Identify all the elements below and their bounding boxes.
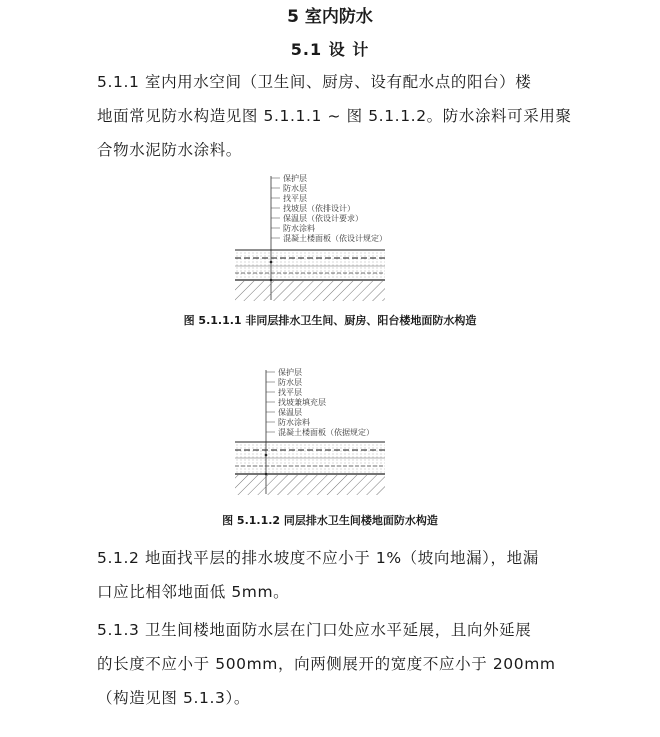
- section-title: 5.1 设 计: [290, 40, 370, 59]
- figure-2-label-4: 找坡兼填充层: [278, 398, 326, 407]
- figure-2-label-5: 保温层: [278, 408, 302, 417]
- para-5-1-1-line-2: 地面常见防水构造见图 5.1.1.1 ~ 图 5.1.1.2。防水涂料可采用聚: [97, 107, 572, 125]
- para-5-1-3-line-3: （构造见图 5.1.3）。: [97, 689, 250, 707]
- para-5-1-2-line-1: 5.1.2 地面找平层的排水坡度不应小于 1%（坡向地漏），地漏: [97, 549, 539, 567]
- figure-2-label-2: 防水层: [278, 378, 302, 387]
- para-5-1-1-line-3: 合物水泥防水涂料。: [97, 141, 242, 159]
- para-5-1-1-line-1: 5.1.1 室内用水空间（卫生间、厨房、设有配水点的阳台）楼: [97, 73, 532, 91]
- figure-1-label-6: 防水涂料: [283, 224, 315, 233]
- figure-1-label-3: 找平层: [283, 194, 307, 203]
- para-5-1-3-line-2: 的长度不应小于 500mm，向两侧展开的宽度不应小于 200mm: [97, 655, 556, 673]
- para-5-1-3-line-1: 5.1.3 卫生间楼地面防水层在门口处应水平延展，且向外延展: [97, 621, 532, 639]
- figure-2-label-3: 找平层: [278, 388, 302, 397]
- figure-2-caption: 图 5.1.1.2 同层排水卫生间楼地面防水构造: [222, 514, 438, 527]
- figure-2-label-1: 保护层: [278, 368, 302, 377]
- figure-1-diagram: [235, 173, 387, 301]
- figure-2-diagram: [235, 367, 385, 495]
- para-5-1-2-line-2: 口应比相邻地面低 5mm。: [97, 583, 290, 601]
- figure-1-label-5: 保温层（依设计要求）: [283, 214, 363, 223]
- figure-2-label-7: 混凝土楼面板（依据规定）: [278, 428, 374, 437]
- figure-1-label-4: 找坡层（依排设计）: [283, 204, 355, 213]
- figure-1-caption: 图 5.1.1.1 非同层排水卫生间、厨房、阳台楼地面防水构造: [183, 314, 477, 327]
- chapter-title: 5 室内防水: [287, 7, 373, 27]
- figure-1-label-1: 保护层: [283, 174, 307, 183]
- figure-2-label-6: 防水涂料: [278, 418, 310, 427]
- figure-1-label-7: 混凝土楼面板（依设计规定）: [283, 234, 387, 243]
- figure-1-label-2: 防水层: [283, 184, 307, 193]
